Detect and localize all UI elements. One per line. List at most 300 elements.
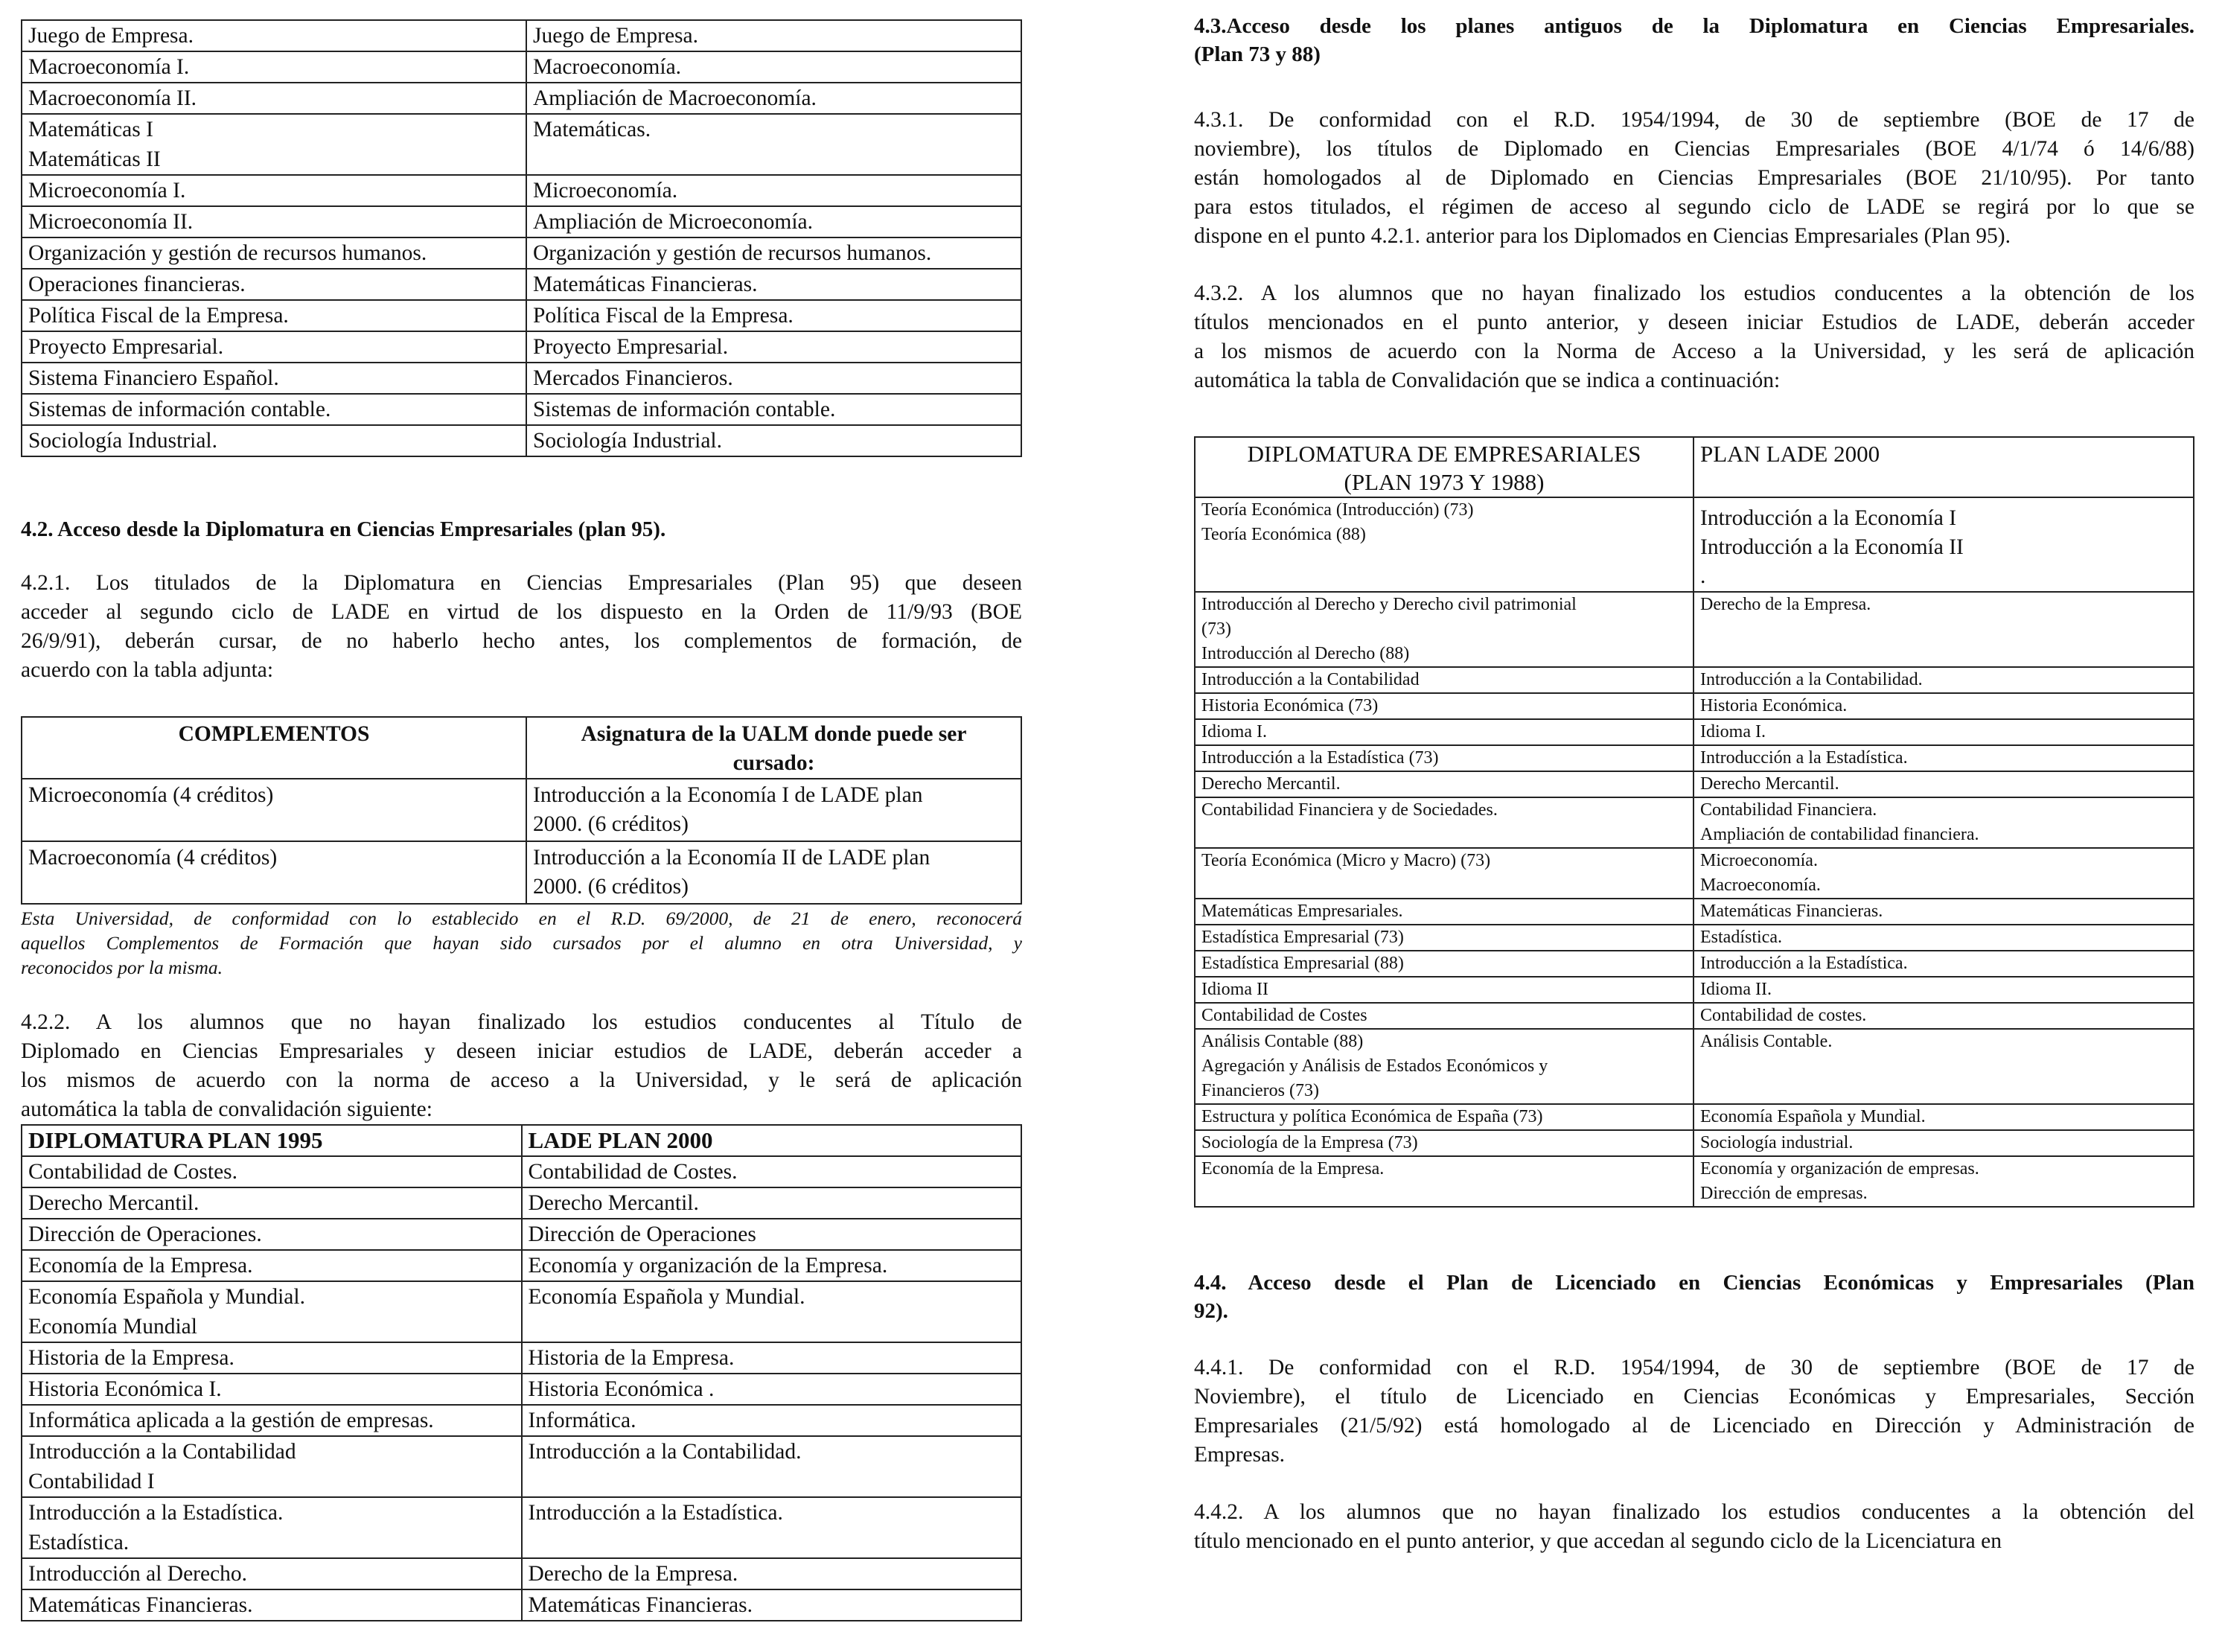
text-line: dispone en el punto 4.2.1. anterior para los Diplomados en Ciencias Empresariales (Plan 95). [1194, 224, 2011, 248]
table-row [1195, 977, 2194, 1003]
cell-line: Estadística Empresarial (73) [1201, 928, 1404, 947]
table-cell [1694, 977, 2194, 1003]
cell-line: Economía de la Empresa. [28, 1254, 253, 1278]
table-cell [526, 20, 1021, 51]
table-row [22, 51, 1021, 83]
cell-line: Introducción a la Estadística. [1700, 954, 1908, 973]
cell-line: Idioma I. [1700, 722, 1766, 742]
text-line: Empresariales (21/5/92) está homologado al de Licenciado en Dirección y Administración de [1194, 1414, 2194, 1438]
cell-line: Estadística Empresarial (88) [1201, 954, 1404, 973]
table-cell [1694, 848, 2194, 899]
table-cell [22, 363, 526, 394]
cell-line: Sociología Industrial. [533, 429, 722, 453]
text-line: automática la tabla de convalidación siguiente: [21, 1097, 432, 1121]
table-row [22, 363, 1021, 394]
table-cell [22, 1156, 522, 1187]
table-cell [1195, 592, 1694, 667]
table-row [1195, 719, 2194, 745]
table-cell [1195, 951, 1694, 977]
cell-line: Estructura y política Económica de España (73) [1201, 1107, 1543, 1126]
table-cell [526, 425, 1021, 456]
table-row [1195, 693, 2194, 719]
table-cell [1195, 1029, 1694, 1104]
table-cell [522, 1156, 1022, 1187]
table-cell [1195, 771, 1694, 797]
table-cell [1195, 1156, 1694, 1207]
cell-line: Economía Española y Mundial. [1700, 1107, 1926, 1126]
right-column [1194, 0, 2194, 1556]
cell-line: Idioma II [1201, 980, 1268, 999]
cell-line: Matemáticas Financieras. [1700, 902, 1883, 921]
table-cell [526, 394, 1021, 425]
cell-line: Introducción a la Contabilidad [28, 1440, 296, 1464]
header-row [22, 717, 1021, 779]
table-cell [22, 1374, 522, 1405]
cell-line: Asignatura de la UALM donde puede ser [581, 722, 967, 746]
plan-1995-table-body [22, 1156, 1021, 1621]
cell-line: Teoría Económica (Micro y Macro) (73) [1201, 851, 1491, 870]
table-row [22, 1219, 1021, 1250]
text-line: acuerdo con la tabla adjunta: [21, 658, 274, 682]
table-row [22, 237, 1021, 269]
table-cell [1195, 899, 1694, 925]
text-line: Noviembre), el título de Licenciado en Ciencias Económicas y Empresariales, Sección [1194, 1385, 2194, 1409]
table-row [22, 1374, 1021, 1405]
table-cell [1694, 667, 2194, 693]
table-cell [522, 1187, 1022, 1219]
paragraph-4-3-1 [1194, 106, 2194, 251]
cell-line: Matemáticas I [28, 118, 153, 141]
cell-line: Idioma II. [1700, 980, 1772, 999]
table-cell [526, 51, 1021, 83]
table-cell [1195, 797, 1694, 848]
cell-line: Microeconomía. [1700, 851, 1818, 870]
cell-line: Contabilidad de Costes. [528, 1160, 738, 1184]
table-cell [526, 206, 1021, 237]
cell-line: Historia Económica I. [28, 1377, 222, 1401]
cell-line: Introducción a la Estadística (73) [1201, 748, 1439, 768]
header-row [22, 1125, 1021, 1156]
paragraph-4-2-2 [21, 1008, 1022, 1124]
cell-line: Teoría Económica (88) [1201, 525, 1366, 544]
cell-line: Derecho Mercantil. [1201, 774, 1341, 794]
cell-line: Mercados Financieros. [533, 366, 733, 390]
cell-line: PLAN LADE 2000 [1700, 441, 1880, 467]
table-row [1195, 745, 2194, 771]
table-row [22, 331, 1021, 363]
table-cell [1195, 1003, 1694, 1029]
table-row [1195, 1156, 2194, 1207]
table-row [22, 300, 1021, 331]
cell-line: Derecho de la Empresa. [1700, 595, 1871, 614]
column-header: DIPLOMATURA PLAN 1995 [22, 1125, 522, 1156]
cell-line: Contabilidad Financiera. [1700, 800, 1877, 820]
paragraph-4-4-2 [1194, 1498, 2194, 1556]
cell-line: DIPLOMATURA DE EMPRESARIALES [1247, 441, 1641, 467]
table-cell [22, 206, 526, 237]
table-cell [1694, 771, 2194, 797]
table-cell [22, 779, 526, 841]
column-header: LADE PLAN 2000 [522, 1125, 1022, 1156]
table-row [22, 269, 1021, 300]
cell-line: . [1700, 564, 1706, 588]
cell-line: Informática aplicada a la gestión de empresas. [28, 1409, 434, 1432]
table-cell [1694, 1130, 2194, 1156]
cell-line: Microeconomía (4 créditos) [28, 783, 274, 807]
cell-line: Introducción al Derecho y Derecho civil patrimonial [1201, 595, 1577, 614]
cell-line: Microeconomía. [533, 179, 678, 202]
cell-line: Macroeconomía II. [28, 86, 197, 110]
text-line: título mencionado en el punto anterior, y que accedan al segundo ciclo de la Licenciatura en [1194, 1529, 2002, 1553]
cell-line: Economía y organización de empresas. [1700, 1159, 1979, 1179]
text-line: están homologados al de Diplomado en Ciencias Empresariales (BOE 21/10/95). Por tanto [1194, 166, 2194, 190]
table-cell [22, 1250, 522, 1281]
cell-line: Ampliación de Macroeconomía. [533, 86, 817, 110]
text-line: 26/9/91), deberán cursar, de no haberlo hecho antes, los complementos de formación, de [21, 629, 1022, 653]
table-cell [1694, 719, 2194, 745]
table-cell [22, 269, 526, 300]
cell-line: Introducción a la Contabilidad. [528, 1440, 802, 1464]
cell-line: Sociología industrial. [1700, 1133, 1854, 1152]
cell-line: Política Fiscal de la Empresa. [28, 304, 289, 328]
table-row [1195, 925, 2194, 951]
cell-line: Sistemas de información contable. [533, 398, 836, 421]
text-line: Empresas. [1194, 1443, 1286, 1467]
cell-line: Economía de la Empresa. [1201, 1159, 1385, 1179]
section-4-4-heading [1194, 1269, 2194, 1325]
table-row [22, 394, 1021, 425]
table-cell [22, 1436, 522, 1497]
text-line: 4.3.Acceso desde los planes antiguos de la Diplomatura en Ciencias Empresariales. [1194, 14, 2194, 38]
table-row [1195, 1130, 2194, 1156]
cell-line: Dirección de Operaciones. [28, 1222, 262, 1246]
table-cell [22, 1405, 522, 1436]
text-line: títulos mencionados en el punto anterior, y deseen iniciar Estudios de LADE, deberán acceder [1194, 310, 2194, 334]
table-cell [526, 175, 1021, 206]
cell-line: Ampliación de Microeconomía. [533, 210, 814, 234]
cell-line: Macroeconomía. [1700, 876, 1821, 895]
cell-line: Macroeconomía I. [28, 55, 190, 79]
table-row [22, 1497, 1021, 1558]
cell-line: Proyecto Empresarial. [28, 335, 224, 359]
table-cell [522, 1405, 1022, 1436]
cell-line: Contabilidad de Costes [1201, 1006, 1367, 1025]
table-cell [522, 1436, 1022, 1497]
table-cell [1195, 848, 1694, 899]
table-cell [1694, 592, 2194, 667]
text-line: acceder al segundo ciclo de LADE en virtud de los dispuesto en la Orden de 11/9/93 (BOE [21, 600, 1022, 624]
cell-line: Contabilidad de costes. [1700, 1006, 1867, 1025]
table-cell [22, 425, 526, 456]
table-cell [1694, 899, 2194, 925]
cell-line: Contabilidad Financiera y de Sociedades. [1201, 800, 1498, 820]
table-cell [526, 237, 1021, 269]
table-row [22, 206, 1021, 237]
text-line: 4.2.1. Los titulados de la Diplomatura en Ciencias Empresariales (Plan 95) que deseen [21, 571, 1022, 595]
cell-line: (73) [1201, 619, 1231, 639]
table-cell [1195, 667, 1694, 693]
table-cell [1694, 745, 2194, 771]
table-cell [1195, 1104, 1694, 1130]
table-cell [22, 1342, 522, 1374]
cell-line: Historia de la Empresa. [528, 1346, 735, 1370]
table-cell [22, 331, 526, 363]
table-cell [1195, 745, 1694, 771]
table-cell [526, 363, 1021, 394]
cell-line: Macroeconomía. [533, 55, 682, 79]
cell-line: Ampliación de contabilidad financiera. [1700, 825, 1979, 844]
cell-line: Política Fiscal de la Empresa. [533, 304, 794, 328]
table-row [22, 1405, 1021, 1436]
table-cell [1694, 951, 2194, 977]
cell-line: Matemáticas Empresariales. [1201, 902, 1403, 921]
text-line: 4.3.2. A los alumnos que no hayan finalizado los estudios conducentes a la obtención de los [1194, 281, 2194, 305]
cell-line: Contabilidad I [28, 1470, 155, 1493]
table-cell [22, 20, 526, 51]
table-cell [1694, 693, 2194, 719]
cell-line: Informática. [528, 1409, 636, 1432]
complementos-table [21, 716, 1022, 905]
table-cell [22, 1497, 522, 1558]
table-cell [526, 114, 1021, 175]
cell-line: Financieros (73) [1201, 1081, 1319, 1100]
table-cell [1694, 1003, 2194, 1029]
cell-line: Introducción al Derecho (88) [1201, 644, 1410, 663]
cell-line: Organización y gestión de recursos humanos. [28, 241, 427, 265]
cell-line: Microeconomía II. [28, 210, 194, 234]
table-row [22, 1281, 1021, 1342]
text-line: 4.3.1. De conformidad con el R.D. 1954/1994, de 30 de septiembre (BOE de 17 de [1194, 108, 2194, 132]
cell-line: Derecho Mercantil. [28, 1191, 199, 1215]
cell-line: Historia Económica. [1700, 696, 1848, 715]
table-row [22, 425, 1021, 456]
cell-line: Derecho Mercantil. [1700, 774, 1839, 794]
section-4-2-heading: 4.2. Acceso desde la Diplomatura en Ciencias Empresariales (plan 95). [21, 517, 666, 541]
cell-line: Organización y gestión de recursos humanos. [533, 241, 932, 265]
cell-line: Matemáticas Financieras. [28, 1593, 253, 1617]
cell-line: Derecho Mercantil. [528, 1191, 699, 1215]
table-cell [1694, 1104, 2194, 1130]
column-header [526, 717, 1021, 779]
cell-line: Matemáticas Financieras. [533, 272, 758, 296]
cell-line: Sistema Financiero Español. [28, 366, 279, 390]
column-header [22, 717, 526, 779]
table-cell [522, 1497, 1022, 1558]
table-cell [1195, 719, 1694, 745]
cell-line: Sociología de la Empresa (73) [1201, 1133, 1418, 1152]
table-row [22, 1250, 1021, 1281]
cell-line: Introducción a la Estadística. [28, 1501, 284, 1525]
table-cell [526, 841, 1021, 904]
cell-line: Introducción a la Contabilidad [1201, 670, 1420, 689]
cell-line: Economía y organización de la Empresa. [528, 1254, 888, 1278]
cell-line: Introducción a la Estadística. [528, 1501, 783, 1525]
text-line: 4.4. Acceso desde el Plan de Licenciado en Ciencias Económicas y Empresariales (Plan [1194, 1271, 2194, 1295]
table-cell [522, 1558, 1022, 1589]
table-row [1195, 848, 2194, 899]
table-row [22, 175, 1021, 206]
text-line: a los mismos de acuerdo con la Norma de Acceso a la Universidad, y les será de aplicación [1194, 339, 2194, 363]
plan-1973-table-body [1195, 497, 2194, 1207]
table-row [1195, 951, 2194, 977]
table-cell [22, 1187, 522, 1219]
cell-line: Microeconomía I. [28, 179, 186, 202]
text-line: para estos titulados, el régimen de acceso al segundo ciclo de LADE se regirá por lo que se [1194, 195, 2194, 219]
text-line: 4.4.1. De conformidad con el R.D. 1954/1994, de 30 de septiembre (BOE de 17 de [1194, 1356, 2194, 1380]
paragraph-4-2-1 [21, 569, 1022, 685]
cell-line: Teoría Económica (Introducción) (73) [1201, 500, 1474, 520]
column-header [1694, 437, 2194, 497]
table-cell [1195, 925, 1694, 951]
table-cell [22, 237, 526, 269]
table-cell [522, 1219, 1022, 1250]
table-cell [22, 300, 526, 331]
cell-line: Historia Económica (73) [1201, 696, 1379, 715]
cell-line: Matemáticas Financieras. [528, 1593, 753, 1617]
text-line: 92). [1194, 1299, 1228, 1323]
table-row [1195, 771, 2194, 797]
cell-line: Estadística. [28, 1531, 130, 1554]
table-row [22, 841, 1021, 904]
left-column [21, 0, 1022, 1621]
table-row [1195, 497, 2194, 592]
table-cell [22, 1558, 522, 1589]
cell-line: Introducción a la Contabilidad. [1700, 670, 1923, 689]
cell-line: cursado: [732, 751, 815, 775]
table-row [22, 83, 1021, 114]
cell-line: COMPLEMENTOS [178, 722, 370, 746]
column-header [1195, 437, 1694, 497]
table-cell [22, 175, 526, 206]
cell-line: Introducción al Derecho. [28, 1562, 248, 1586]
cell-line: Sociología Industrial. [28, 429, 217, 453]
cell-line: Economía Española y Mundial. [528, 1285, 805, 1309]
paragraph-4-4-1 [1194, 1353, 2194, 1470]
text-line: Diplomado en Ciencias Empresariales y deseen iniciar estudios de LADE, deberán acceder a [21, 1039, 1022, 1063]
table-cell [1195, 497, 1694, 592]
cell-line: 2000. (6 créditos) [533, 812, 689, 836]
cell-line: Economía Mundial [28, 1315, 197, 1339]
recognition-note [21, 906, 1022, 980]
text-line: automática la tabla de Convalidación que se indica a continuación: [1194, 369, 1781, 392]
table-row [22, 1589, 1021, 1621]
table-row [22, 1436, 1021, 1497]
table-cell [522, 1281, 1022, 1342]
plan-1995-convalidation-table [21, 1124, 1022, 1621]
text-line: los mismos de acuerdo con la norma de acceso a la Universidad, y le será de aplicación [21, 1068, 1022, 1092]
table-cell [1694, 925, 2194, 951]
plan-1973-table-header [1195, 437, 2194, 497]
text-line: (Plan 73 y 88) [1194, 42, 1321, 66]
cell-line: Introducción a la Economía I de LADE plan [533, 783, 923, 807]
cell-line: Estadística. [1700, 928, 1782, 947]
table-row [1195, 797, 2194, 848]
table-cell [522, 1589, 1022, 1621]
text-line: reconocidos por la misma. [21, 957, 223, 978]
table-cell [1694, 497, 2194, 592]
table-row [22, 1187, 1021, 1219]
table-cell [526, 83, 1021, 114]
table-cell [1195, 977, 1694, 1003]
table-cell [22, 1589, 522, 1621]
cell-line: Contabilidad de Costes. [28, 1160, 238, 1184]
cell-line: Matemáticas II [28, 147, 161, 171]
table-row [22, 779, 1021, 841]
table-row [1195, 899, 2194, 925]
cell-line: Proyecto Empresarial. [533, 335, 729, 359]
table-cell [1195, 693, 1694, 719]
cell-line: Juego de Empresa. [28, 24, 194, 48]
table-cell [22, 1281, 522, 1342]
cell-line: Sistemas de información contable. [28, 398, 331, 421]
table-cell [522, 1342, 1022, 1374]
table-cell [22, 394, 526, 425]
table-cell [22, 83, 526, 114]
table-cell [522, 1250, 1022, 1281]
table-row [1195, 1003, 2194, 1029]
cell-line: (PLAN 1973 Y 1988) [1344, 469, 1545, 495]
cell-line: Introducción a la Estadística. [1700, 748, 1908, 768]
cell-line: Derecho de la Empresa. [528, 1562, 738, 1586]
table-cell [22, 51, 526, 83]
complementos-table-header [22, 717, 1021, 779]
table-row [22, 1342, 1021, 1374]
convalidation-table-continued [21, 19, 1022, 457]
cell-line: Historia de la Empresa. [28, 1346, 234, 1370]
cell-line: Juego de Empresa. [533, 24, 698, 48]
cell-line: Análisis Contable. [1700, 1032, 1833, 1051]
plan-1973-1988-convalidation-table [1194, 436, 2194, 1208]
cell-line: Introducción a la Economía I [1700, 506, 1957, 530]
table-row [22, 1156, 1021, 1187]
text-line: noviembre), los títulos de Diplomado en Ciencias Empresariales (BOE 4/1/74 ó 14/6/88) [1194, 137, 2194, 161]
cell-line: Operaciones financieras. [28, 272, 246, 296]
table-cell [22, 114, 526, 175]
cell-line: Introducción a la Economía II de LADE plan [533, 846, 930, 870]
text-line: 4.2.2. A los alumnos que no hayan finalizado los estudios conducentes al Título de [21, 1010, 1022, 1034]
cell-line: Historia Económica . [528, 1377, 715, 1401]
convalidation-table-body [22, 20, 1021, 456]
table-cell [526, 269, 1021, 300]
table-cell [1195, 1130, 1694, 1156]
cell-line: Matemáticas. [533, 118, 651, 141]
cell-line: Agregación y Análisis de Estados Económicos y [1201, 1056, 1548, 1076]
cell-line: Análisis Contable (88) [1201, 1032, 1364, 1051]
cell-line: Dirección de Operaciones [528, 1222, 756, 1246]
table-row [1195, 1104, 2194, 1130]
table-row [1195, 1029, 2194, 1104]
table-cell [1694, 1029, 2194, 1104]
table-row [1195, 667, 2194, 693]
cell-line: Dirección de empresas. [1700, 1184, 1868, 1203]
table-cell [522, 1374, 1022, 1405]
table-cell [1694, 1156, 2194, 1207]
table-cell [526, 331, 1021, 363]
text-line: Esta Universidad, de conformidad con lo establecido en el R.D. 69/2000, de 21 de enero, reconocerá [21, 908, 1022, 929]
table-cell [526, 779, 1021, 841]
text-line: aquellos Complementos de Formación que hayan sido cursados por el alumno en otra Universidad, y [21, 932, 1022, 954]
text-line: 4.4.2. A los alumnos que no hayan finalizado los estudios conducentes a la obtención del [1194, 1500, 2194, 1524]
table-row [1195, 592, 2194, 667]
header-row [1195, 437, 2194, 497]
table-cell [1694, 797, 2194, 848]
table-cell [526, 300, 1021, 331]
cell-line: 2000. (6 créditos) [533, 875, 689, 899]
cell-line: Economía Española y Mundial. [28, 1285, 305, 1309]
complementos-table-body [22, 779, 1021, 904]
cell-line: Introducción a la Economía II [1700, 535, 1964, 559]
plan-1995-table-header [22, 1125, 1021, 1156]
